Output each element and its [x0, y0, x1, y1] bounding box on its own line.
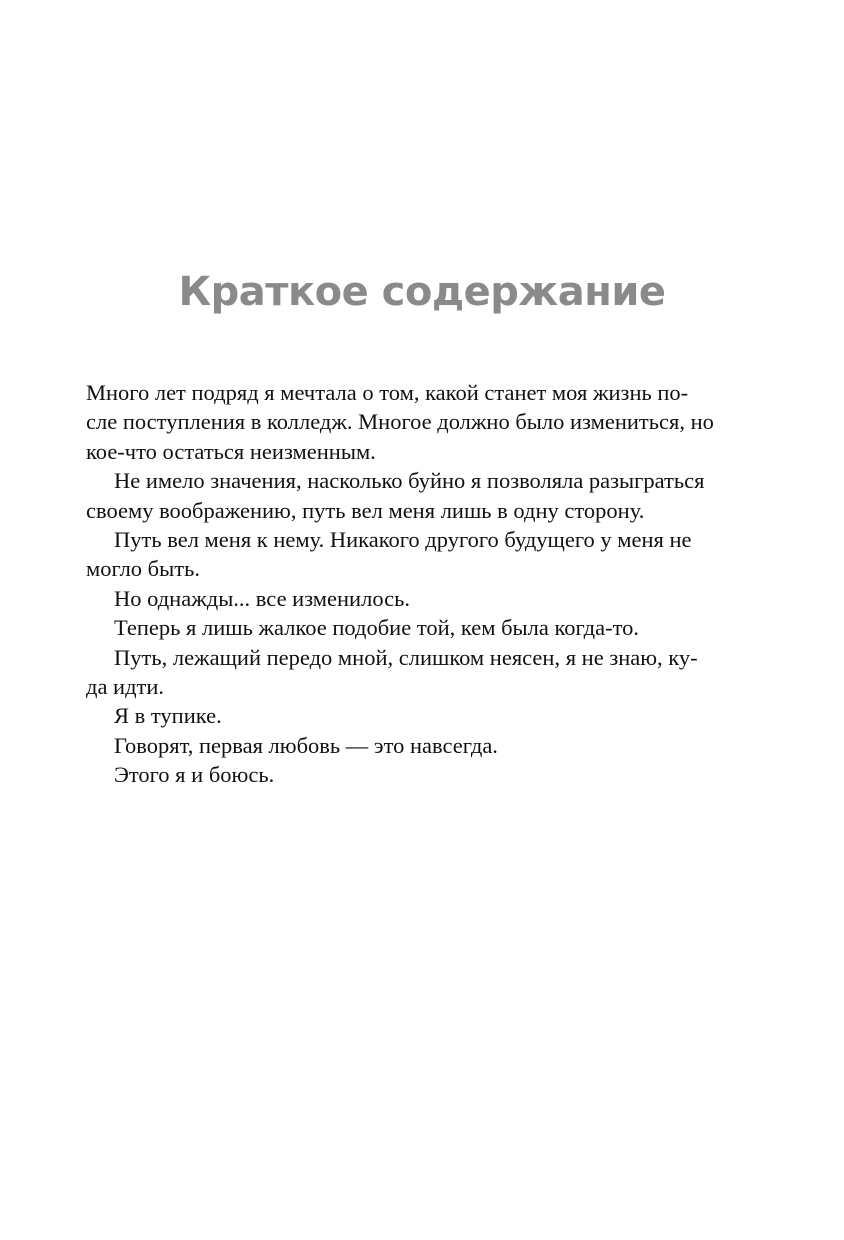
text-line: Теперь я лишь жалкое подобие той, кем была когда-то. — [114, 615, 640, 641]
text-line: могло быть. — [86, 556, 200, 582]
text-line: Говорят, первая любовь — это навсегда. — [114, 732, 498, 758]
text-line: Путь вел меня к нему. Никакого другого будущего у меня не — [114, 527, 692, 553]
text-line: Путь, лежащий передо мной, слишком неясен, я не знаю, ку- — [114, 644, 698, 670]
text-line: Много лет подряд я мечтала о том, какой станет моя жизнь по- — [86, 380, 689, 405]
text-line: да идти. — [86, 674, 165, 700]
text-line: кое-что остаться неизменным. — [86, 438, 376, 464]
page-title: Краткое содержание — [178, 269, 666, 315]
text-line: сле поступления в колледж. Многое должно было измениться, но — [86, 409, 714, 435]
text-line: Этого я и боюсь. — [114, 762, 275, 788]
text-line: Но однажды... все изменилось. — [114, 585, 411, 611]
text-line: Не имело значения, насколько буйно я позволяла разыграться — [114, 468, 705, 494]
summary-text — [86, 378, 736, 790]
text-line: Я в тупике. — [114, 703, 222, 729]
text-line: своему воображению, путь вел меня лишь в одну сторону. — [86, 497, 645, 523]
